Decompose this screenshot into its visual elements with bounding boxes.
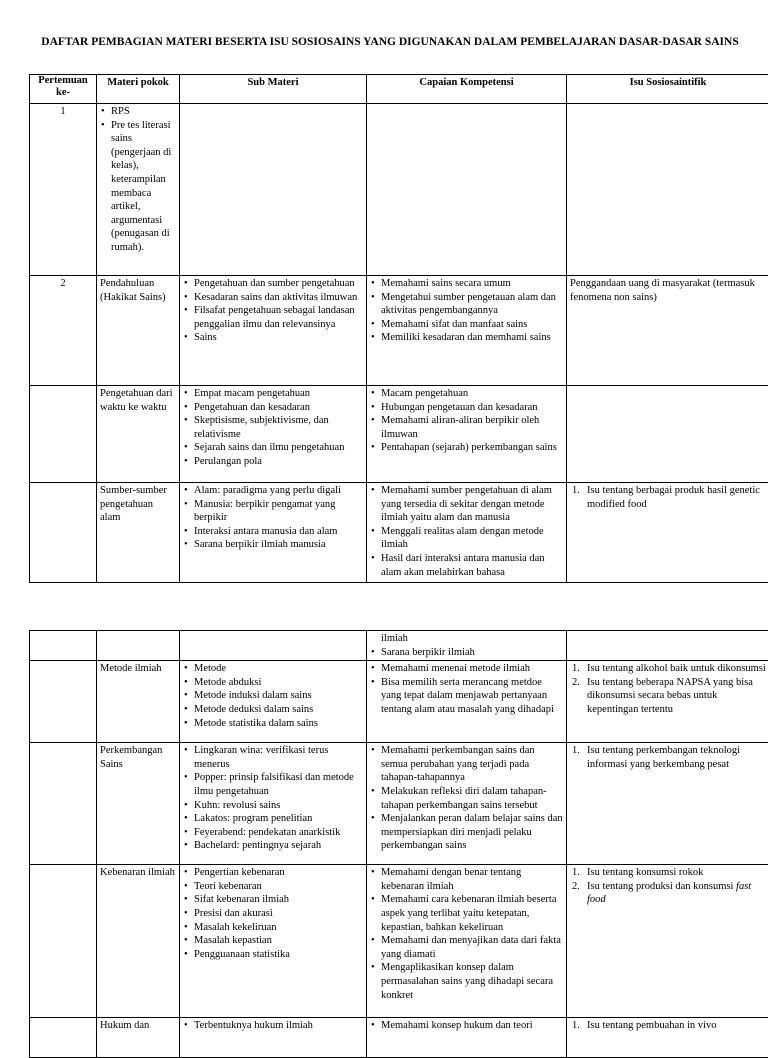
- sub-materi-item: • Masalah kekeliruan: [183, 921, 363, 935]
- sub-materi-item: • Pengetahuan dan kesadaran: [183, 401, 363, 415]
- sub-materi-list: [183, 387, 363, 469]
- sub-materi-item: • Sejarah sains dan ilmu pengetahuan: [183, 441, 363, 455]
- isu-item: 2. Isu tentang produksi dan konsumsi fast food: [570, 880, 766, 907]
- capaian-list: [370, 744, 563, 853]
- sub-materi-item: • Manusia: berpikir pengamat yang berpikir: [183, 498, 363, 525]
- sub-materi-cell: [180, 276, 367, 386]
- materi-cell: Hukum dan: [97, 1018, 180, 1058]
- isu-list: [570, 744, 766, 771]
- capaian-list: [370, 866, 563, 1002]
- table-row: [30, 661, 768, 743]
- isu-cell: [567, 483, 768, 583]
- capaian-item: • Sarana berpikir ilmiah: [370, 646, 563, 660]
- isu-number: 1.: [572, 866, 580, 880]
- capaian-cell: [367, 386, 567, 483]
- materi-item: • Pre tes literasi sains (pengerjaan di kelas), keterampilan membaca artikel, argumentasi (penugasan di rumah).: [100, 119, 176, 255]
- capaian-item: • Hubungan pengetauan dan kesadaran: [370, 401, 563, 415]
- sub-materi-item: • Sains: [183, 331, 363, 345]
- table-row: [30, 865, 768, 1018]
- sub-materi-list: [183, 277, 363, 345]
- sub-materi-list: [183, 484, 363, 552]
- table-row: [30, 276, 768, 386]
- capaian-cell: [367, 743, 567, 865]
- isu-list: [570, 662, 766, 716]
- capaian-cell: [367, 631, 567, 661]
- sub-materi-item: • Lingkaran wina: verifikasi terus menerus: [183, 744, 363, 771]
- isu-item: 1. Isu tentang pembuahan in vivo: [570, 1019, 766, 1033]
- capaian-item: • Memahami menenai metode ilmiah: [370, 662, 563, 676]
- sub-materi-item: • Skeptisisme, subjektivisme, dan relativisme: [183, 414, 363, 441]
- isu-cell: [567, 865, 768, 1018]
- capaian-cell: [367, 104, 567, 276]
- materi-cell: Metode ilmiah: [97, 661, 180, 743]
- header-isu: Isu Sosiosaintifik: [567, 75, 768, 104]
- materi-cell: Pendahuluan (Hakikat Sains): [97, 276, 180, 386]
- capaian-list: [370, 662, 563, 716]
- isu-number: 1.: [572, 484, 580, 498]
- sub-materi-item: • Metode statistika dalam sains: [183, 717, 363, 731]
- capaian-list: [370, 277, 563, 345]
- sub-materi-item: • Masalah kepastian: [183, 934, 363, 948]
- capaian-item: • Memahami sains secara umum: [370, 277, 563, 291]
- materi-cell: Sumber-sumber pengetahuan alam: [97, 483, 180, 583]
- sub-materi-cell: [180, 865, 367, 1018]
- header-capaian: Capaian Kompetensi: [367, 75, 567, 104]
- sub-materi-cell: [180, 483, 367, 583]
- pertemuan-cell: [30, 631, 97, 661]
- pertemuan-cell: 2: [30, 276, 97, 386]
- capaian-cell: [367, 661, 567, 743]
- isu-list: [570, 484, 766, 511]
- sub-materi-list: [183, 1019, 363, 1033]
- capaian-item: • Menjalankan peran dalam belajar sains dan mempersiapkan diri menjadi pelaku perkembangan sains: [370, 812, 563, 853]
- pertemuan-cell: 1: [30, 104, 97, 276]
- isu-list: [570, 1019, 766, 1033]
- capaian-item: • Memahami cara kebenaran ilmiah beserta aspek yang terlibat yaitu ketepatan, kepastian, bahkan kekeliruan: [370, 893, 563, 934]
- pertemuan-cell: [30, 865, 97, 1018]
- capaian-item: • Macam pengetahuan: [370, 387, 563, 401]
- header-materi: Materi pokok: [97, 75, 180, 104]
- isu-number: 1.: [572, 662, 580, 676]
- table-row: [30, 631, 768, 661]
- sub-materi-item: • Sifat kebenaran ilmiah: [183, 893, 363, 907]
- isu-item: 1. Isu tentang perkembangan teknologi informasi yang berkembang pesat: [570, 744, 766, 771]
- sub-materi-item: • Kesadaran sains dan aktivitas ilmuwan: [183, 291, 363, 305]
- sub-materi-item: • Filsafat pengetahuan sebagai landasan penggalian ilmu dan relevansinya: [183, 304, 363, 331]
- table-row: [30, 386, 768, 483]
- sub-materi-item: • Pengetahuan dan sumber pengetahuan: [183, 277, 363, 291]
- isu-item: 1. Isu tentang alkohol baik untuk dikonsumsi: [570, 662, 766, 676]
- sub-materi-item: • Sarana berpikir ilmiah manusia: [183, 538, 363, 552]
- sub-materi-list: [183, 744, 363, 853]
- pertemuan-cell: [30, 386, 97, 483]
- isu-number: 1.: [572, 744, 580, 758]
- sub-materi-item: • Metode: [183, 662, 363, 676]
- isu-cell: Penggandaan uang di masyarakat (termasuk fenomena non sains): [567, 276, 768, 386]
- sub-materi-item: • Empat macam pengetahuan: [183, 387, 363, 401]
- capaian-continued: ilmiah: [370, 632, 563, 646]
- document-title: DAFTAR PEMBAGIAN MATERI BESERTA ISU SOSIOSAINS YANG DIGUNAKAN DALAM PEMBELAJARAN DASAR-DASAR SAINS: [40, 35, 740, 50]
- capaian-item: • Bisa memilih serta merancang metdoe yang tepat dalam menjawab pertanyaan tentang alam atau masalah yang dihadapi: [370, 676, 563, 717]
- materi-table-top: [29, 74, 768, 583]
- sub-materi-item: • Pengertian kebenaran: [183, 866, 363, 880]
- capaian-list: [370, 646, 563, 660]
- materi-list: [100, 105, 176, 255]
- capaian-cell: [367, 483, 567, 583]
- pertemuan-cell: [30, 483, 97, 583]
- capaian-item: • Memahami sifat dan manfaat sains: [370, 318, 563, 332]
- materi-cell: Pengetahuan dari waktu ke waktu: [97, 386, 180, 483]
- materi-cell: Perkembangan Sains: [97, 743, 180, 865]
- isu-cell: [567, 631, 768, 661]
- sub-materi-cell: [180, 104, 367, 276]
- capaian-cell: [367, 276, 567, 386]
- capaian-item: • Memahami sumber pengetahuan di alam yang tersedia di sekitar dengan metode ilmiah yaitu alam dan manusia: [370, 484, 563, 525]
- capaian-item: • Memahami konsep hukum dan teori: [370, 1019, 563, 1033]
- capaian-item: • Mengetahui sumber pengetauan alam dan aktivitas pengembangannya: [370, 291, 563, 318]
- capaian-item: • Memahami perkembangan sains dan semua perubahan yang terjadi pada tahapan-tahapannya: [370, 744, 563, 785]
- isu-number: 2.: [572, 880, 580, 894]
- sub-materi-list: [183, 866, 363, 961]
- sub-materi-item: • Perulangan pola: [183, 455, 363, 469]
- capaian-item: • Menggali realitas alam dengan metode ilmiah: [370, 525, 563, 552]
- sub-materi-cell: [180, 386, 367, 483]
- capaian-item: • Memiliki kesadaran dan memhami sains: [370, 331, 563, 345]
- sub-materi-item: • Interaksi antara manusia dan alam: [183, 525, 363, 539]
- materi-cell: [97, 631, 180, 661]
- pertemuan-cell: [30, 743, 97, 865]
- table-row: [30, 743, 768, 865]
- isu-cell: [567, 386, 768, 483]
- sub-materi-cell: [180, 743, 367, 865]
- isu-italic: fast food: [587, 881, 751, 906]
- capaian-list: [370, 1019, 563, 1033]
- materi-item: • RPS: [100, 105, 176, 119]
- sub-materi-item: • Lakatos: program penelitian: [183, 812, 363, 826]
- sub-materi-item: • Feyerabend: pendekatan anarkistik: [183, 826, 363, 840]
- capaian-item: • Memahami dengan benar tentang kebenaran ilmiah: [370, 866, 563, 893]
- sub-materi-list: [183, 662, 363, 730]
- capaian-item: • Mengaplikasikan konsep dalam permasalahan sains yang dihadapi secara konkret: [370, 961, 563, 1002]
- capaian-item: • Memahami aliran-aliran berpikir oleh ilmuwan: [370, 414, 563, 441]
- isu-item: 1. Isu tentang berbagai produk hasil genetic modified food: [570, 484, 766, 511]
- capaian-item: • Hasil dari interaksi antara manusia dan alam akan melahirkan bahasa: [370, 552, 563, 579]
- capaian-item: • Pentahapan (sejarah) perkembangan sains: [370, 441, 563, 455]
- capaian-list: [370, 484, 563, 579]
- sub-materi-item: • Metode abduksi: [183, 676, 363, 690]
- isu-list: [570, 866, 766, 907]
- sub-materi-item: • Terbentuknya hukum ilmiah: [183, 1019, 363, 1033]
- isu-cell: [567, 743, 768, 865]
- header-sub-materi: Sub Materi: [180, 75, 367, 104]
- sub-materi-item: • Popper: prinsip falsifikasi dan metode ilmu pengetahuan: [183, 771, 363, 798]
- sub-materi-item: • Metode induksi dalam sains: [183, 689, 363, 703]
- capaian-cell: [367, 865, 567, 1018]
- isu-cell: [567, 104, 768, 276]
- sub-materi-item: • Alam: paradigma yang perlu digali: [183, 484, 363, 498]
- capaian-item: • Melakukan refleksi diri dalam tahapan-tahapan perkembangan sains tersebut: [370, 785, 563, 812]
- isu-number: 2.: [572, 676, 580, 690]
- sub-materi-item: • Bachelard: pentingnya sejarah: [183, 839, 363, 853]
- isu-cell: [567, 661, 768, 743]
- capaian-item: • Memahami dan menyajikan data dari fakta yang diamati: [370, 934, 563, 961]
- sub-materi-item: • Teori kebenaran: [183, 880, 363, 894]
- sub-materi-item: • Metode deduksi dalam sains: [183, 703, 363, 717]
- materi-table-bottom: [29, 630, 768, 1058]
- table-row: [30, 104, 768, 276]
- isu-item: 2. Isu tentang beberapa NAPSA yang bisa dikonsumsi secara bebas untuk kepentingan tertentu: [570, 676, 766, 717]
- capaian-list: [370, 387, 563, 455]
- header-pertemuan: Pertemuan ke-: [30, 75, 97, 104]
- sub-materi-item: • Pengguanaan statistika: [183, 948, 363, 962]
- materi-cell: Kebenaran ilmiah: [97, 865, 180, 1018]
- sub-materi-item: • Kuhn: revolusi sains: [183, 799, 363, 813]
- sub-materi-cell: [180, 661, 367, 743]
- materi-cell: [97, 104, 180, 276]
- isu-item: 1. Isu tentang konsumsi rokok: [570, 866, 766, 880]
- isu-number: 1.: [572, 1019, 580, 1033]
- sub-materi-cell: [180, 631, 367, 661]
- table-row: [30, 483, 768, 583]
- sub-materi-item: • Presisi dan akurasi: [183, 907, 363, 921]
- pertemuan-cell: [30, 661, 97, 743]
